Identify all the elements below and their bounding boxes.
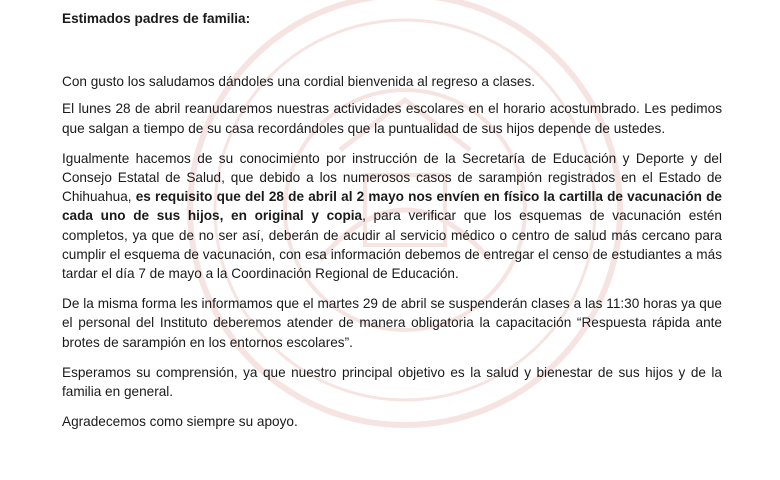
vaccination-requirement: es requisito que del 28 de abril al 2 mayo nos envíen en físico la cartilla de vacunación de cada uno de sus hijos, en original y copia xyxy=(62,189,722,224)
letter-body xyxy=(62,0,722,431)
vaccination-details: , para verificar que los esquemas de vacunación estén completos, ya que de no ser así, deberán de acudir al servicio médico o centro de salud más cercano para cumplir el esquema de vacunación, con esa información debemos de entregar el censo de estudiantes a más tardar el día 7 de mayo a la Coordinación Regional de Educación. xyxy=(62,208,722,282)
paragraph-resume-classes: El lunes 28 de abril reanudaremos nuestras actividades escolares en el horario acostumbrado. Les pedimos que salgan a tiempo de su casa recordándoles que la puntualidad de sus hijos depende de ustedes. xyxy=(62,101,722,136)
paragraph-vaccination xyxy=(62,149,722,283)
vaccination-intro: Igualmente hacemos de su conocimiento por instrucción de la Secretaría de Educación y Deporte y del Consejo Estatal de Salud, que debido a los numerosos casos de sarampión registrados en el Estado de Chihuahua, xyxy=(62,150,722,205)
paragraph-welcome: Con gusto los saludamos dándoles una cordial bienvenida al regreso a clases. xyxy=(62,74,536,90)
letter-greeting: Estimados padres de familia: xyxy=(62,11,251,26)
paragraph-thanks: Agradecemos como siempre su apoyo. xyxy=(62,414,298,430)
paragraph-suspension: De la misma forma les informamos que el martes 29 de abril se suspenderán clases a las 11:30 horas ya que el personal del Instituto deberemos atender de manera obligatoria la capacitación “Respuesta rápida ante brotes de sarampión en los entornos escolares”. xyxy=(62,296,722,350)
paragraph-understanding: Esperamos su comprensión, ya que nuestro principal objetivo es la salud y bienestar de sus hijos y de la familia en general. xyxy=(62,364,722,400)
